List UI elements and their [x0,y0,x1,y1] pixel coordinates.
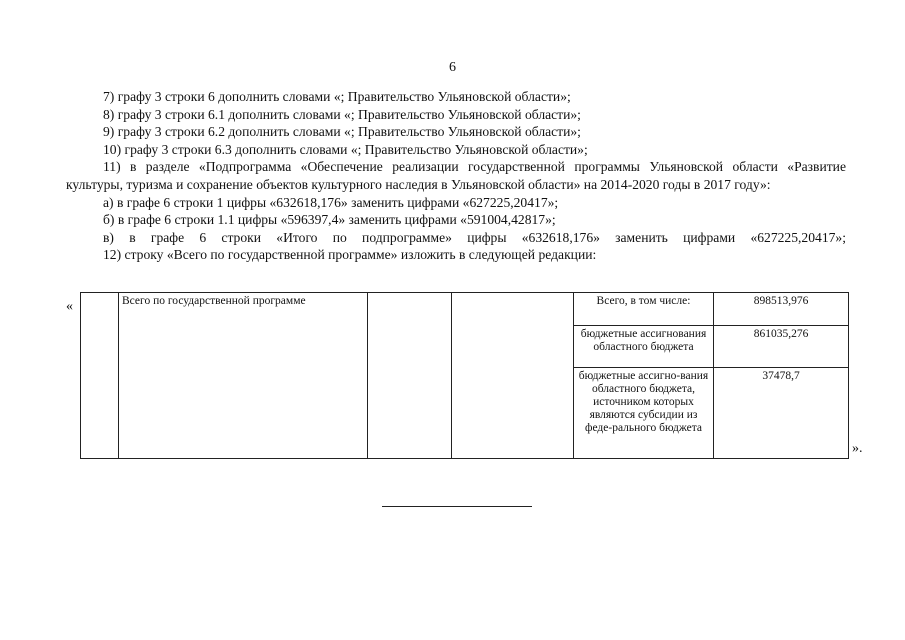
row-value-regional: 861035,276 [714,326,849,368]
row-label-cell: Всего по государственной программе [119,293,368,459]
paragraph-item-12: 12) строку «Всего по государственной программе» изложить в следующей редакции: [103,247,597,263]
table-empty-cell [81,293,119,459]
budget-table [80,292,849,459]
paragraph-item-11v: в) в графе 6 строки «Итого по подпрограмме» цифры «632618,176» заменить цифрами «627225,20417»; [103,229,846,245]
closing-quote: ». [852,441,863,456]
row-description-regional: бюджетные ассигнования областного бюджета [574,326,714,368]
paragraph-item-11a: а) в графе 6 строки 1 цифры «632618,176» заменить цифрами «627225,20417»; [103,194,559,210]
paragraph-item-9: 9) графу 3 строки 6.2 дополнить словами «; Правительство Ульяновской области»; [103,124,581,140]
page-number: 6 [449,60,456,75]
table-empty-cell [368,293,452,459]
paragraph-item-8: 8) графу 3 строки 6.1 дополнить словами «; Правительство Ульяновской области»; [103,106,581,122]
table-empty-cell [452,293,574,459]
paragraph-item-11: 11) в разделе «Подпрограмма «Обеспечение реализации государственной программы Ульяновской области «Развитие культуры, туризма и сохранение объектов культурного наследия в Ульяновской области» на 2014-2020 годы в 2017 году»: [66,159,846,192]
paragraph-item-10: 10) графу 3 строки 6.3 дополнить словами «; Правительство Ульяновской области»; [103,141,588,157]
paragraph-item-7: 7) графу 3 строки 6 дополнить словами «; Правительство Ульяновской области»; [103,89,571,104]
opening-quote: « [66,299,73,314]
paragraph-item-11b: б) в графе 6 строки 1.1 цифры «596397,4» заменить цифрами «591004,42817»; [103,212,556,228]
document-body [66,88,846,264]
footer-rule [382,506,532,507]
row-value-total: 898513,976 [714,293,849,326]
row-description-federal-subsidy: бюджетные ассигно-вания областного бюджета, источником которых являются субсидии из феде-рального бюджета [574,368,714,459]
row-description-total: Всего, в том числе: [574,293,714,326]
table-row [81,293,849,326]
row-value-federal-subsidy: 37478,7 [714,368,849,459]
